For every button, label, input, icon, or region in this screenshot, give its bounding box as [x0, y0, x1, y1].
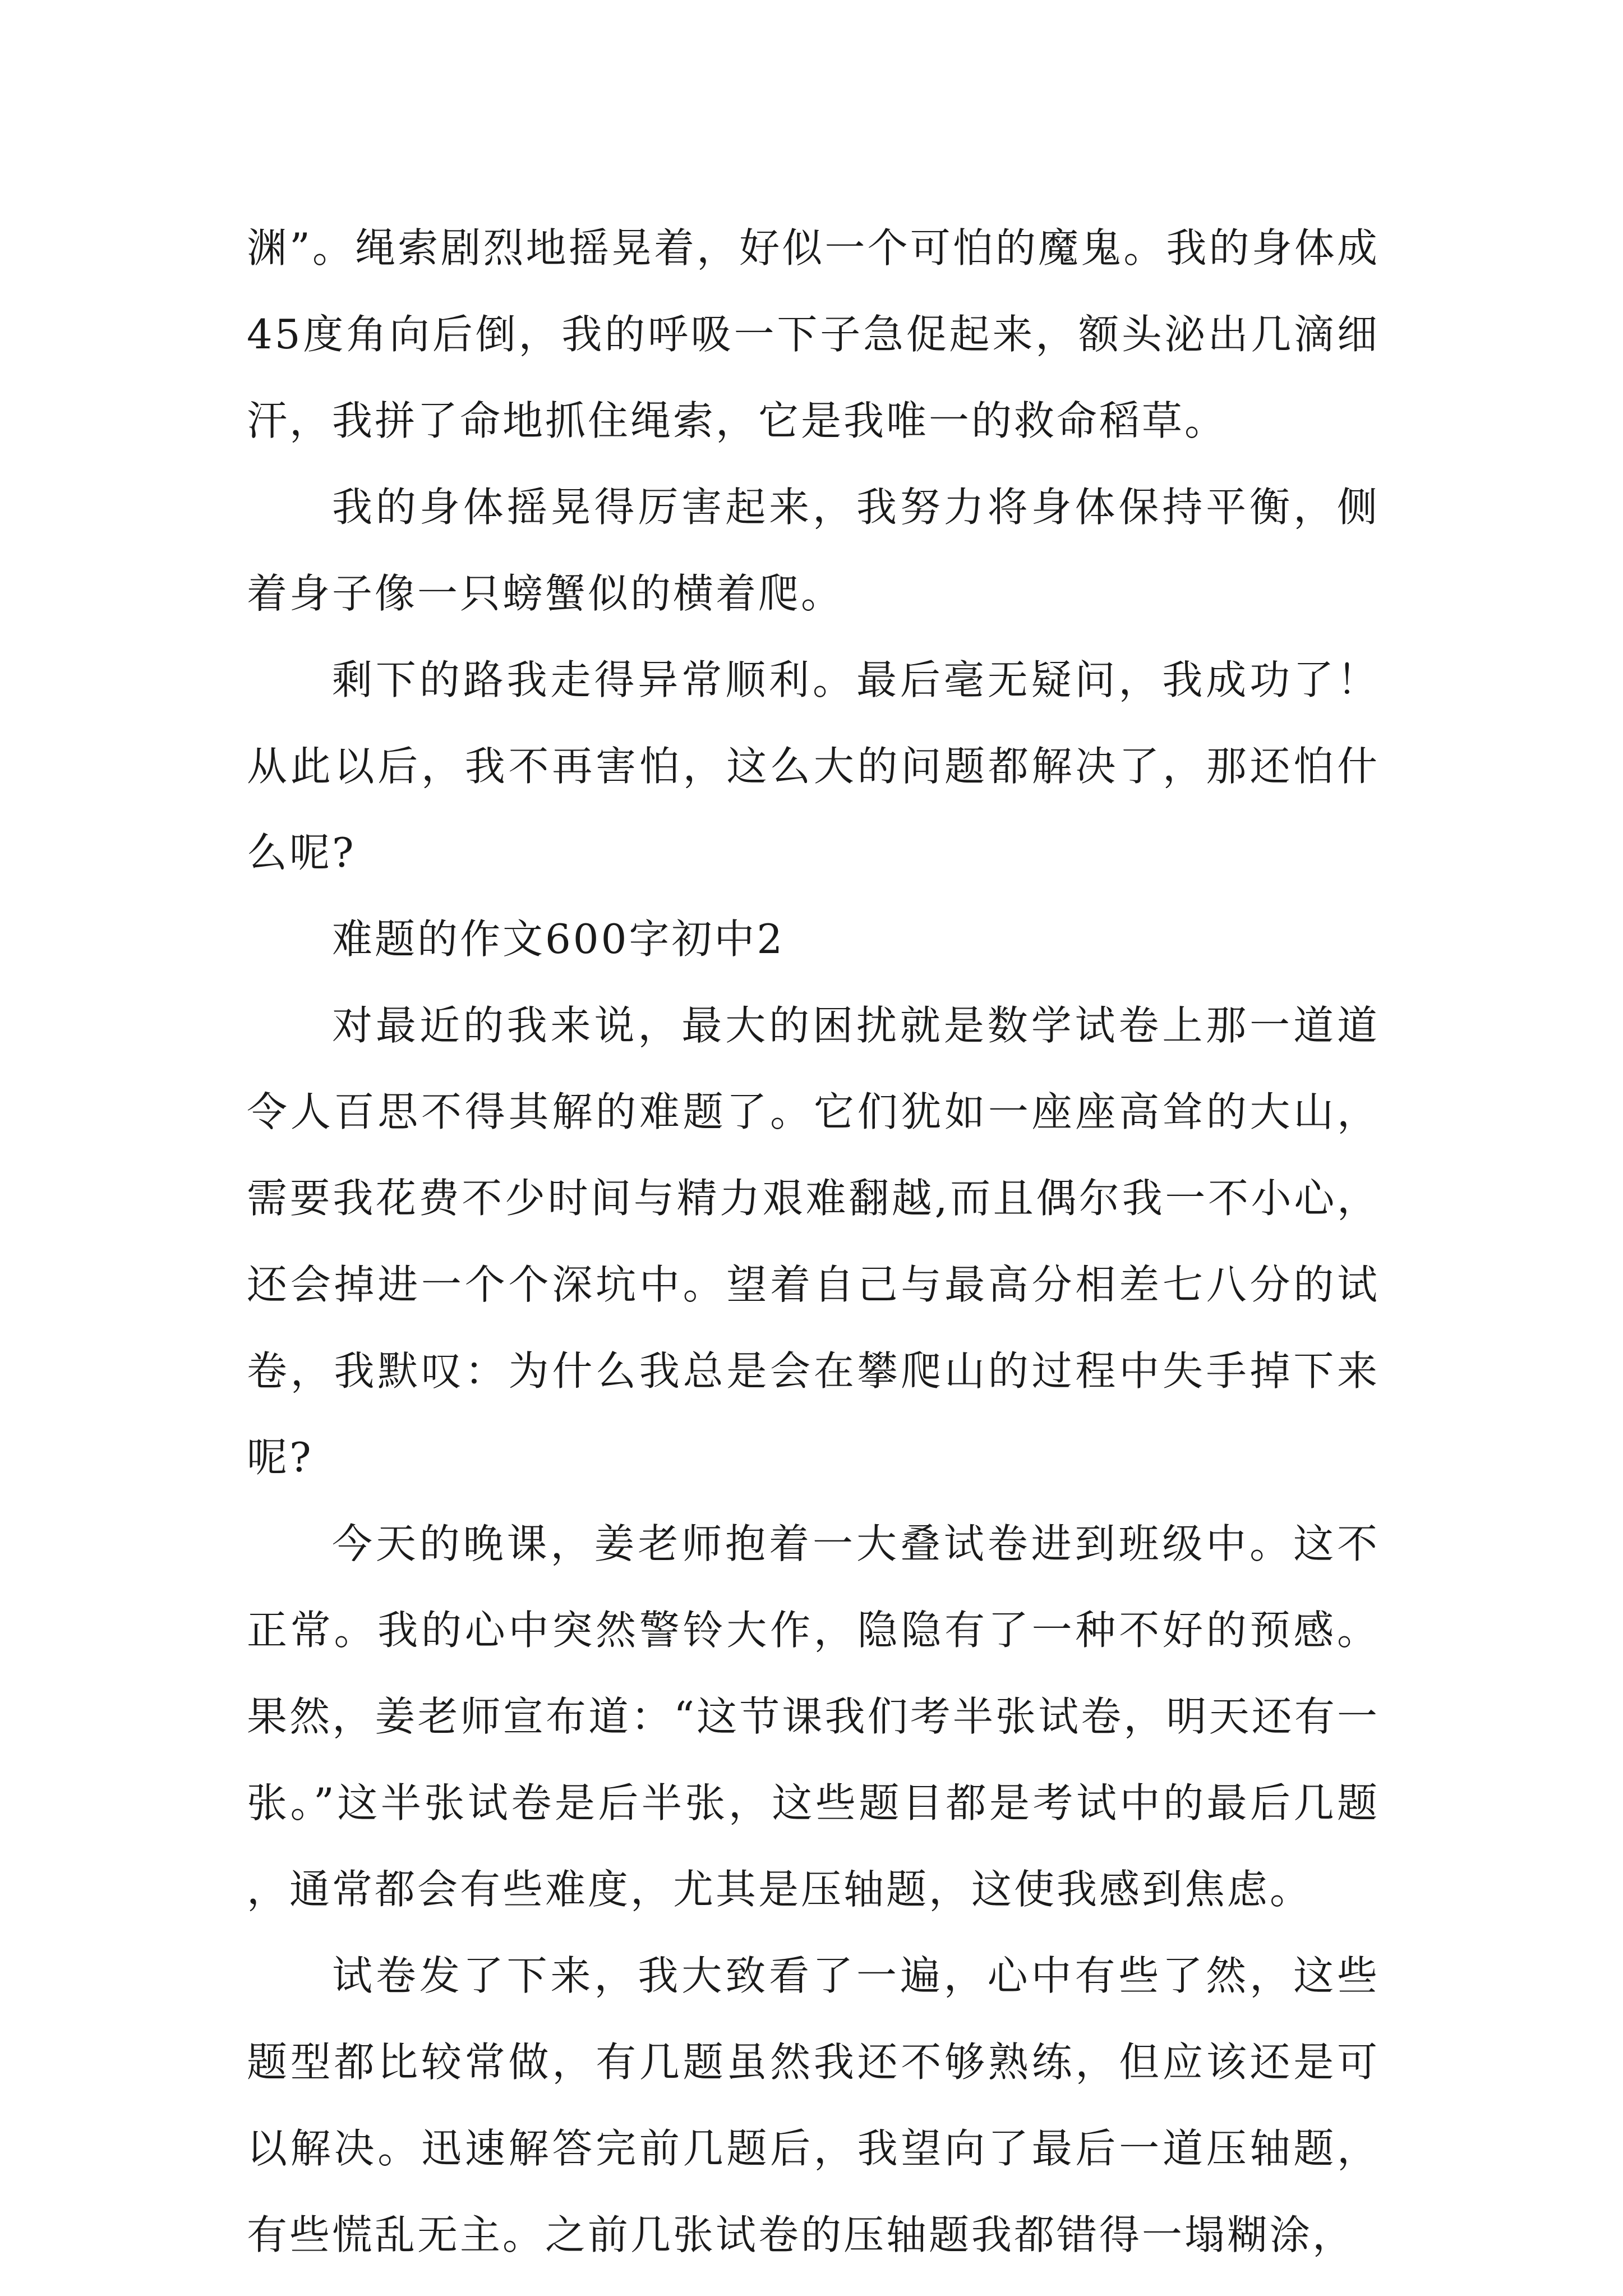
- paragraph-6: 试卷发了下来，我大致看了一遍，心中有些了然，这些题型都比较常做，有几题虽然我还不够熟练，但应该还是可以解决。迅速解答完前几题后，我望向了最后一道压轴题，有些慌乱无主。之前几张试卷的压轴题我都错得一塌糊涂，: [247, 1952, 1380, 2258]
- paragraph-3: 剩下的路我走得异常顺利。最后毫无疑问，我成功了！从此以后，我不再害怕，这么大的问题都解决了，那还怕什么呢?: [247, 656, 1380, 876]
- paragraph-5: 今天的晚课，姜老师抱着一大叠试卷进到班级中。这不正常。我的心中突然警铃大作，隐隐有了一种不好的预感。果然，姜老师宣布道：“这节课我们考半张试卷，明天还有一张。”这半张试卷是后半张，这些题目都是考试中的最后几题，通常都会有些难度，尤其是压轴题，这使我感到焦虑。: [247, 1520, 1380, 1913]
- paragraph-2: 我的身体摇晃得厉害起来，我努力将身体保持平衡，侧着身子像一只螃蟹似的横着爬。: [247, 484, 1380, 617]
- paragraph-4: 对最近的我来说，最大的困扰就是数学试卷上那一道道令人百思不得其解的难题了。它们犹如一座座高耸的大山，需要我花费不少时间与精力艰难翻越,而且偶尔我一不小心，还会掉进一个个深坑中。望着自己与最高分相差七八分的试卷，我默叹：为什么我总是会在攀爬山的过程中失手掉下来呢?: [247, 1002, 1380, 1481]
- paragraph-1: 渊”。绳索剧烈地摇晃着，好似一个可怕的魔鬼。我的身体成45度角向后倒，我的呼吸一下子急促起来，额头泌出几滴细汗，我拼了命地抓住绳索，它是我唯一的救命稻草。: [247, 224, 1380, 444]
- essay-heading: 难题的作文600字初中2: [332, 915, 785, 963]
- essay-body: [247, 205, 1380, 2278]
